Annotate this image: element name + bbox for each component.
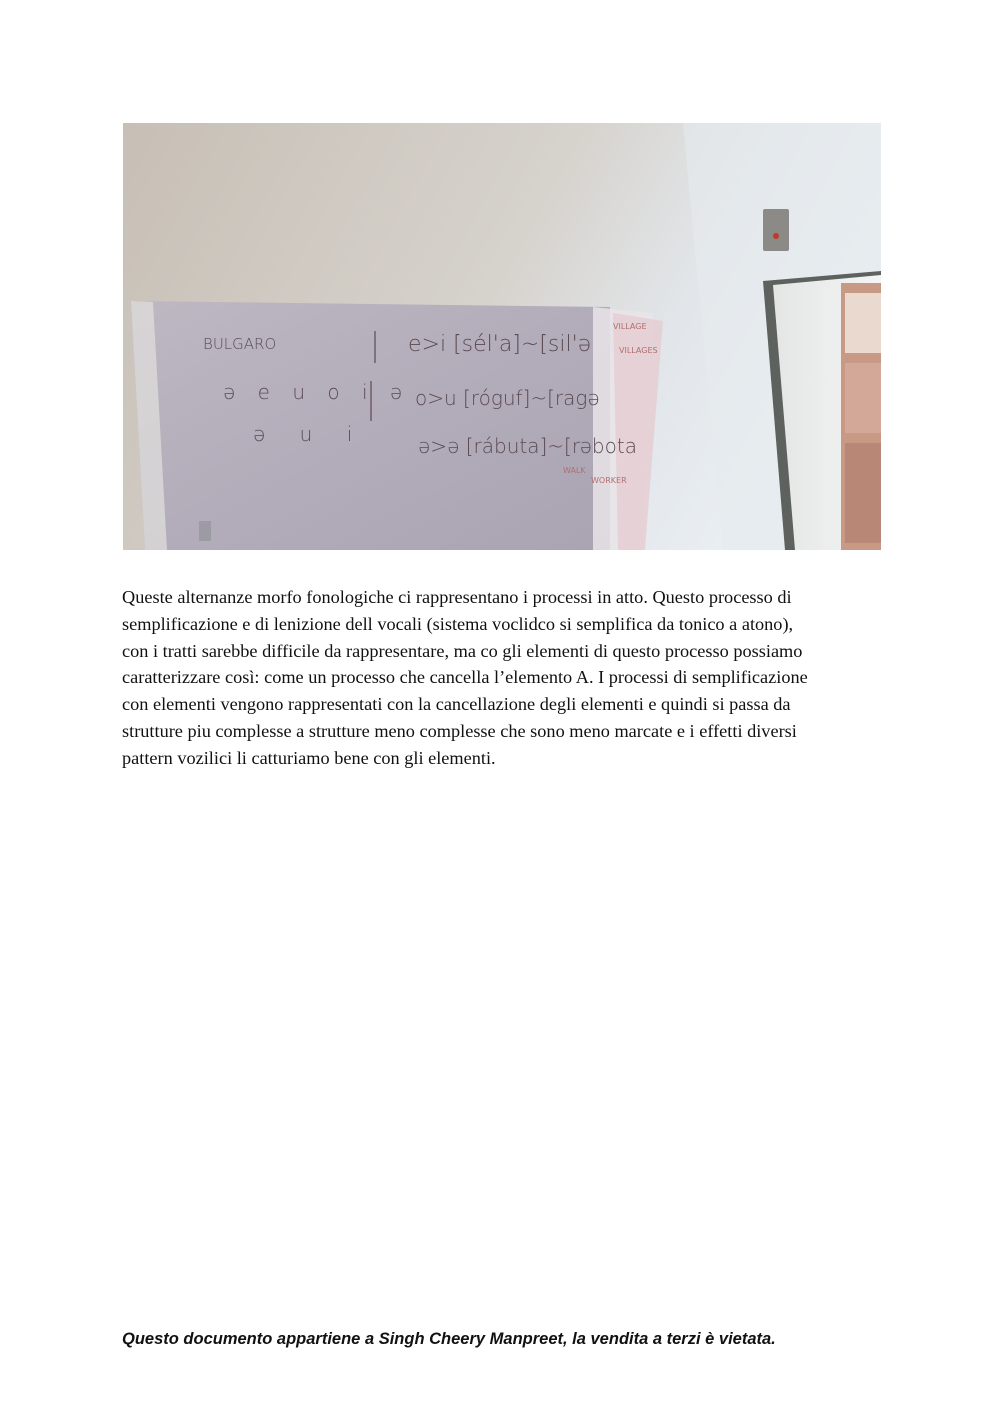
board-note: WALK [563,466,586,475]
board-text: e>i [sél'a]~[sil'ǝ [408,332,592,357]
paragraph-line: con elementi vengono rappresentati con la cancellazione degli elementi e quindi si passa da [122,694,791,715]
board-text: ǝ e u o i ǝ [223,380,411,404]
board-note: WORKER [591,476,627,485]
paragraph-line: pattern vozilici li catturiamo bene con gli elementi. [122,747,496,768]
board-text: BULGARO [203,335,277,353]
paragraph-line: con i tratti sarebbe difficile da rappresentare, ma co gli elementi di questo processo possiamo [122,640,803,661]
paragraph-line: Queste alternanze morfo fonologiche ci rappresentano i processi in atto. Questo processo di [122,587,792,607]
ownership-notice: Questo documento appartiene a Singh Cheery Manpreet, la vendita a terzi è vietata. [122,1330,776,1348]
paragraph-line: semplificazione e di lenizione dell vocali (sistema voclidco si semplifica da tonico a atono), [122,613,794,634]
board-text: o>u [róguf]~[ragǝ [415,386,600,410]
board-note: VILLAGE [613,322,647,331]
body-paragraph [122,584,882,772]
board-text: ǝ u i [253,422,367,446]
board-note: VILLAGES [619,346,658,355]
paragraph-line: caratterizzare così: come un processo che cancella l’elemento A. I processi di semplificazione [122,667,808,688]
board-text: ǝ>ǝ [rábuta]~[rǝbota [418,434,637,458]
whiteboard-photo [123,123,881,550]
paragraph-line: strutture piu complesse a strutture meno complesse che sono meno marcate e i effetti diversi [122,720,797,741]
